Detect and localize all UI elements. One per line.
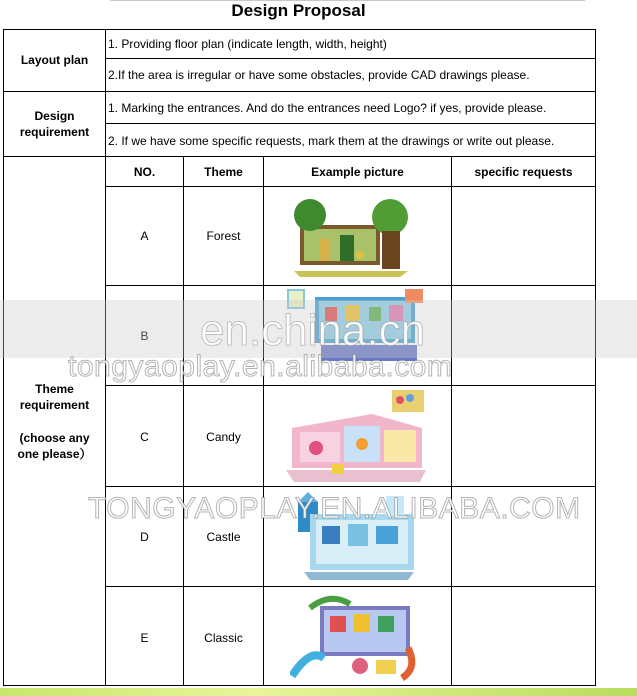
row-a-no: A <box>140 229 149 243</box>
row-c-theme: Candy <box>206 430 241 444</box>
row-e-no: E <box>140 631 149 645</box>
theme-requirement-label-2: requirement <box>19 398 90 412</box>
header-theme: Theme <box>204 165 243 179</box>
row-b-no: B <box>140 329 149 343</box>
design-requirement-label-1: Design <box>34 109 75 123</box>
row-d-no: D <box>140 530 149 544</box>
design-requirement-item-1: 1. Marking the entrances. And do the entrances need Logo? if yes, provide please. <box>108 101 547 115</box>
row-e-theme: Classic <box>204 631 243 645</box>
theme-requirement-label-3: (choose any <box>19 431 90 445</box>
page-title: Design Proposal <box>231 1 366 20</box>
design-requirement-item-2: 2. If we have some specific requests, mark them at the drawings or write out please. <box>108 134 555 148</box>
watermark-sub-2: TONGYAOPLAY.EN.ALIBABA.COM <box>88 492 581 525</box>
layout-plan-item-2: 2.If the area is irregular or have some obstacles, provide CAD drawings please. <box>108 68 530 82</box>
design-requirement-label-2: requirement <box>19 125 90 139</box>
classic-playground-image <box>290 588 420 682</box>
theme-requirement-label-cell <box>3 156 106 686</box>
watermark-sub-1: tongyaoplay.en.alibaba.com <box>68 350 453 383</box>
candy-playground-image <box>282 388 430 484</box>
header-specific-requests: specific requests <box>474 165 573 179</box>
layout-plan-item-1: 1. Providing floor plan (indicate length, width, height) <box>108 37 387 51</box>
header-example-picture: Example picture <box>311 165 404 179</box>
row-d-theme: Castle <box>206 530 241 544</box>
row-a-request-cell <box>451 186 596 286</box>
row-e-request-cell <box>451 586 596 686</box>
header-no: NO. <box>133 165 156 179</box>
forest-playground-image <box>290 195 414 277</box>
row-a-theme: Forest <box>206 229 241 243</box>
theme-requirement-label-4: one please） <box>17 447 92 461</box>
layout-plan-label: Layout plan <box>20 53 89 67</box>
row-c-request-cell <box>451 385 596 487</box>
bottom-grass-strip <box>0 688 637 696</box>
theme-requirement-label-1: Theme <box>35 382 74 396</box>
row-c-no: C <box>140 430 149 444</box>
watermark-main: en.china.cn <box>200 306 426 355</box>
